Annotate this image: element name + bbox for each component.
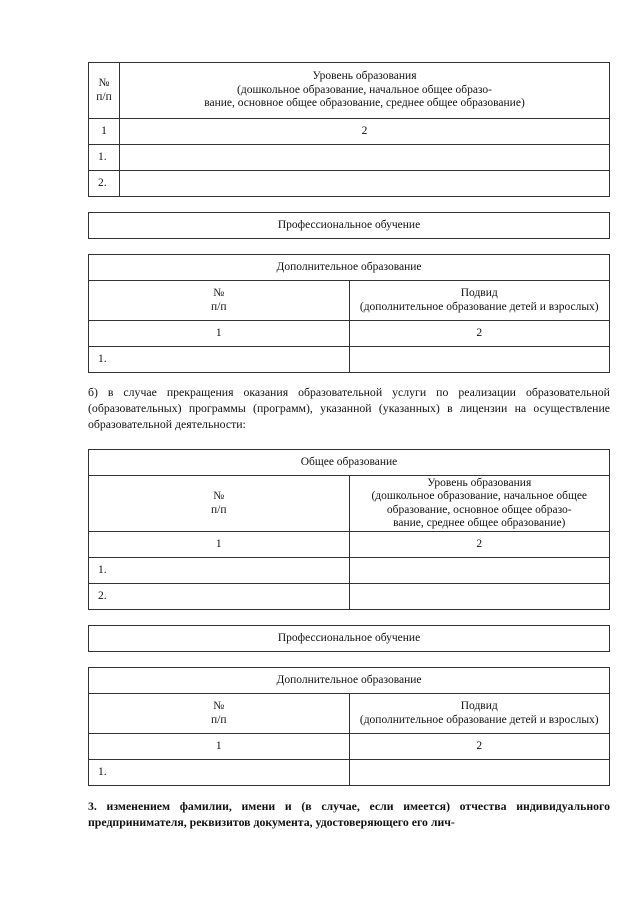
num-header: № п/п	[89, 63, 120, 119]
subtype-header: Подвид (дополнительное образование детей и взрослых)	[349, 694, 610, 734]
row-cell	[349, 760, 610, 786]
num-header: № п/п	[89, 281, 350, 321]
professional-training-title: Профессиональное обучение	[89, 626, 610, 652]
level-header: Уровень образования (дошкольное образование, начальное общее образо- вание, основное общее образование, среднее общее образование)	[120, 63, 610, 119]
paragraph-b: б) в случае прекращения оказания образовательной услуги по реализации образовательной (образовательных) программы (программ), указанной (указанных) в лицензии на осуществление образовательной деятельности:	[88, 385, 610, 431]
row-cell	[120, 171, 610, 197]
row-number: 1.	[89, 558, 350, 584]
col-index: 2	[349, 532, 610, 558]
level-header: Уровень образования (дошкольное образование, начальное общее образование, основное общее образо- вание, среднее общее образование)	[349, 476, 610, 532]
num-index: 1	[89, 119, 120, 145]
col-index: 2	[349, 734, 610, 760]
professional-training-table-1	[88, 212, 610, 239]
row-cell	[120, 145, 610, 171]
general-education-table	[88, 449, 610, 610]
professional-training-title: Профессиональное обучение	[89, 213, 610, 239]
row-number: 1.	[89, 760, 350, 786]
general-education-title: Общее образование	[89, 450, 610, 476]
num-index: 1	[89, 734, 350, 760]
col-index: 2	[349, 321, 610, 347]
num-index: 1	[89, 321, 350, 347]
education-level-table-1	[88, 62, 610, 197]
num-index: 1	[89, 532, 350, 558]
row-cell	[349, 347, 610, 373]
additional-education-title: Дополнительное образование	[89, 668, 610, 694]
row-number: 2.	[89, 171, 120, 197]
col-index: 2	[120, 119, 610, 145]
subtype-header: Подвид (дополнительное образование детей и взрослых)	[349, 281, 610, 321]
row-number: 1.	[89, 145, 120, 171]
additional-education-title: Дополнительное образование	[89, 255, 610, 281]
additional-education-table-2	[88, 667, 610, 786]
row-cell	[349, 558, 610, 584]
num-header: № п/п	[89, 694, 350, 734]
row-number: 2.	[89, 584, 350, 610]
additional-education-table-1	[88, 254, 610, 373]
paragraph-3: 3. изменением фамилии, имени и (в случае, если имеется) отчества индивидуального предпринимателя, реквизитов документа, удостоверяющего его лич-	[88, 799, 610, 829]
row-cell	[349, 584, 610, 610]
row-number: 1.	[89, 347, 350, 373]
num-header: № п/п	[89, 476, 350, 532]
professional-training-table-2	[88, 625, 610, 652]
